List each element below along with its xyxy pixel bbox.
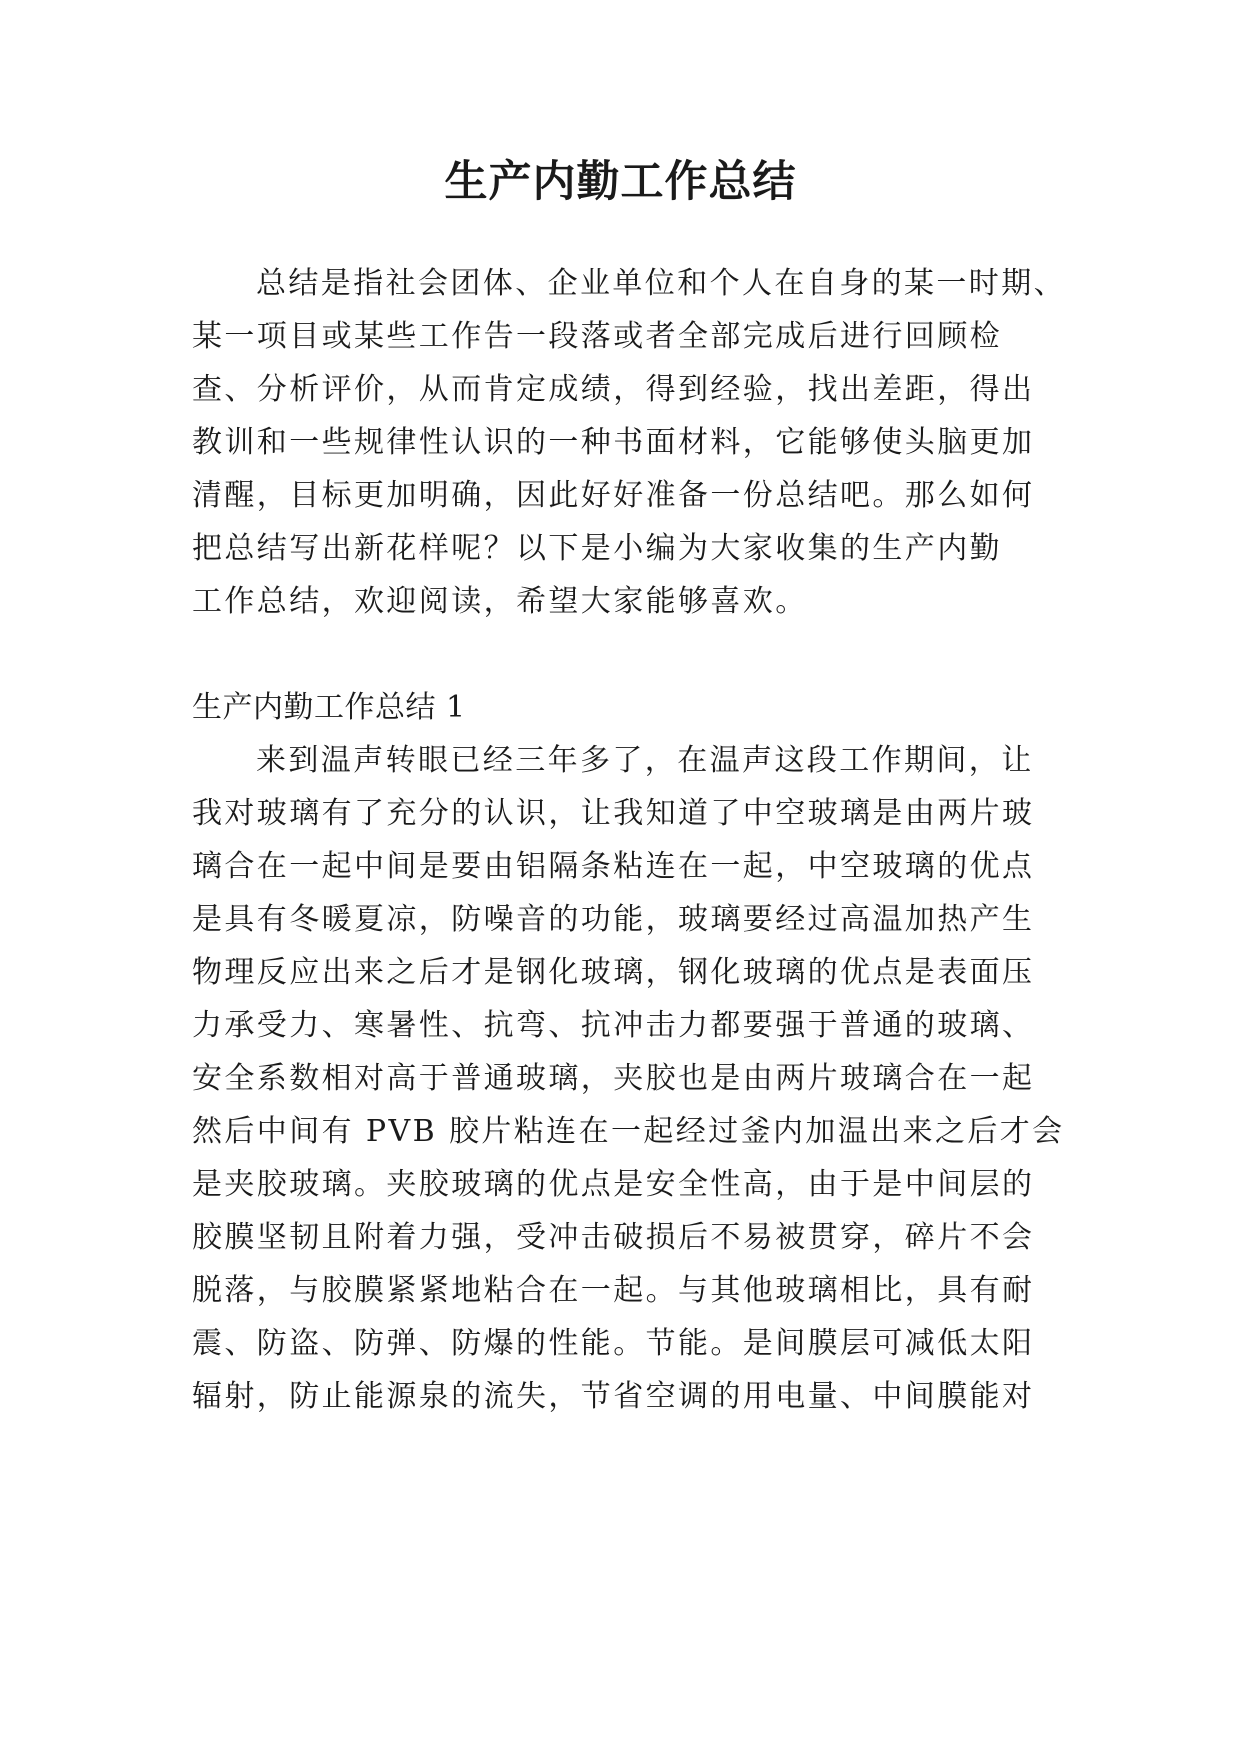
body-line: 璃合在一起中间是要由铝隔条粘连在一起，中空玻璃的优点 — [192, 849, 1035, 884]
section-heading: 生产内勤工作总结 1 — [192, 690, 466, 725]
body-line: 物理反应出来之后才是钢化玻璃，钢化玻璃的优点是表面压 — [192, 955, 1035, 990]
intro-line: 某一项目或某些工作告一段落或者全部完成后进行回顾检 — [192, 319, 1002, 354]
body-line: 是夹胶玻璃。夹胶玻璃的优点是安全性高，由于是中间层的 — [192, 1167, 1035, 1202]
intro-line: 教训和一些规律性认识的一种书面材料，它能够使头脑更加 — [192, 425, 1035, 460]
body-line: 我对玻璃有了充分的认识，让我知道了中空玻璃是由两片玻 — [192, 796, 1035, 831]
intro-line: 清醒，目标更加明确，因此好好准备一份总结吧。那么如何 — [192, 478, 1035, 513]
intro-line: 总结是指社会团体、企业单位和个人在自身的某一时期、 — [256, 266, 1066, 301]
intro-line: 查、分析评价，从而肯定成绩，得到经验，找出差距，得出 — [192, 372, 1035, 407]
body-line: 脱落，与胶膜紧紧地粘合在一起。与其他玻璃相比，具有耐 — [192, 1273, 1035, 1308]
intro-line: 把总结写出新花样呢？以下是小编为大家收集的生产内勤 — [192, 531, 1002, 566]
body-line: 震、防盗、防弹、防爆的性能。节能。是间膜层可减低太阳 — [192, 1326, 1035, 1361]
document-title: 生产内勤工作总结 — [444, 157, 797, 207]
body-line: 安全系数相对高于普通玻璃，夹胶也是由两片玻璃合在一起 — [192, 1061, 1035, 1096]
body-line: 是具有冬暖夏凉，防噪音的功能，玻璃要经过高温加热产生 — [192, 902, 1035, 937]
body-line: 辐射，防止能源泉的流失，节省空调的用电量、中间膜能对 — [192, 1379, 1035, 1414]
body-line: 胶膜坚韧且附着力强，受冲击破损后不易被贯穿，碎片不会 — [192, 1220, 1035, 1255]
intro-line: 工作总结，欢迎阅读，希望大家能够喜欢。 — [192, 584, 808, 619]
body-line: 力承受力、寒暑性、抗弯、抗冲击力都要强于普通的玻璃、 — [192, 1008, 1035, 1043]
body-line: 来到温声转眼已经三年多了，在温声这段工作期间，让 — [256, 743, 1034, 778]
body-line: 然后中间有 PVB 胶片粘连在一起经过釜内加温出来之后才会 — [192, 1114, 1065, 1149]
